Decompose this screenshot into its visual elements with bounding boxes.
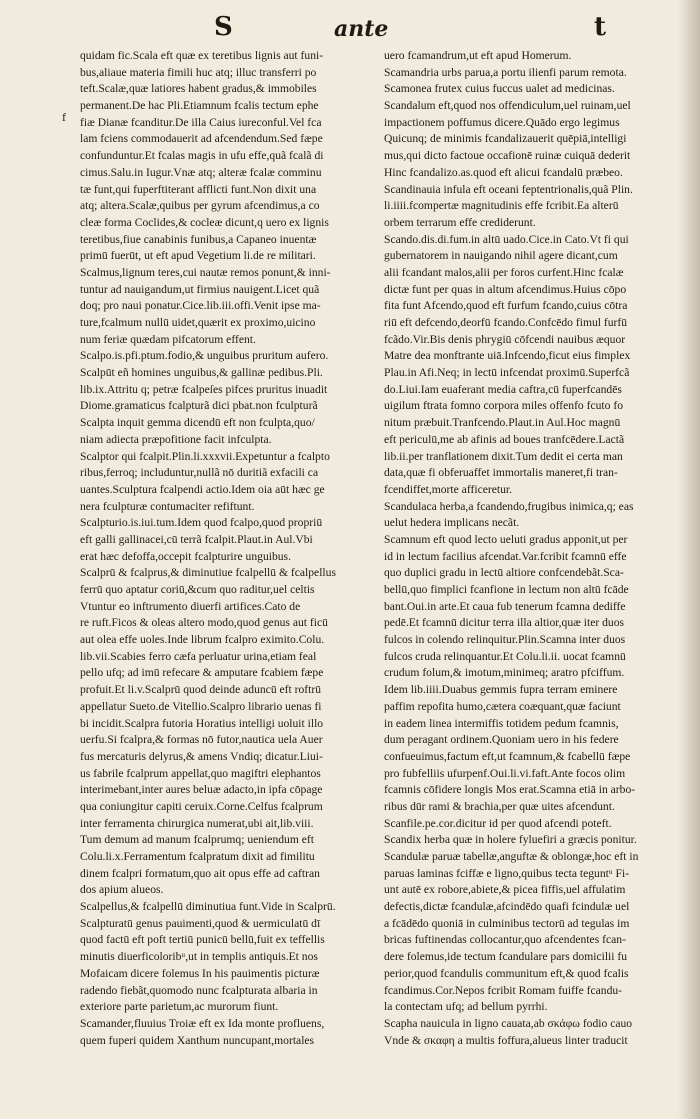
text-line: pro fubfelliis ufurpenf.Oui.li.vi.faft.Ante focos olim (384, 766, 626, 780)
text-line: Scandulæ paruæ tabellæ,anguftæ & oblongæ,hoc eft in (384, 850, 639, 863)
header-letter: t (594, 12, 607, 42)
text-line: niam adiecta præpofitione facit infculpta. (80, 432, 272, 446)
text-line: tuntur ad nauigandum,ut firmius nauigent.Licet quã (80, 282, 320, 296)
text-line: pello ufq; ad imū refecare & amputare fcabiem fæpe (80, 666, 324, 680)
text-line: num feriæ quædam pifcatorum effent. (80, 332, 256, 346)
text-line: Scalpta inquit gemma dicendū eft non fculpta,quo/ (80, 416, 315, 430)
text-line: teretibus,fiue canabinis funibus,a Capaneo inuentæ (80, 232, 317, 246)
text-line: gubernatorem in nauigando nihil agere dicant,cum (384, 249, 618, 263)
text-line: fiæ Dianæ fcanditur.De illa Caius iureconful.Vel fca (80, 115, 322, 129)
text-line: orbem terrarum effe crediderunt. (384, 215, 536, 229)
text-line: atq; altera.Scalæ,quibus per gyrum afcendimus,a co (80, 199, 320, 213)
text-line: nera fculpturæ contumaciter refiftunt. (80, 499, 255, 513)
text-line: Scalpūt eñ homines unguibus,& gallinæ pedibus.Pli. (80, 366, 323, 380)
text-line: confueuimus,factum eft,ut fcamnum,& fcabellū fæpe (384, 749, 631, 763)
text-line: us fabrile fcalprum appellat,quo magiftri elephantos (80, 766, 321, 780)
text-line: li.iiii.fcompertæ magnitudinis effe fcribit.Ea alterū (384, 199, 619, 213)
text-line: Scandalum eft,quod nos offendiculum,uel ruinam,uel (384, 99, 631, 113)
text-line: pedē.Et fcamnū dicitur terra illa altior,quæ iter duos (384, 616, 625, 630)
text-line: qua coniungitur capiti ceruix.Corne.Celfus fcalprum (80, 799, 323, 813)
text-line: unt autē ex robore,abiete,& picea fiffis,uel affulatim (384, 883, 626, 897)
text-line: Tum demum ad manum fcalprumq; ueniendum eft (80, 833, 314, 847)
text-line: bellū,quo fimplici fcanfione in lectum non altū fcāde (384, 583, 629, 596)
text-line: uerfu.Si fcalpra,& formas nō futor,nautica uela Auer (80, 733, 323, 747)
text-line: la contectam ufq; ad bellum pyrrhi. (384, 1000, 548, 1014)
text-line: uero fcamandrum,ut eft apud Homerum. (384, 49, 572, 62)
header-title: ante (334, 16, 389, 42)
text-line: Scamonea frutex cuius fuccus ualet ad medicinas. (384, 82, 615, 96)
text-line: teft.Scalæ,quæ latiores habent gradus,& immobiles (80, 82, 317, 96)
text-line: radendo fiebãt,quomodo nunc fcalpturata albaria in (80, 983, 318, 997)
text-line: Scalptor qui fcalpit.Plin.li.xxxvii.Expetuntur a fcalpto (80, 449, 330, 463)
text-line: Scapha nauicula in ligno cauata,ab σκάφω fodio cauo (384, 1016, 633, 1030)
text-line: primū fuerūt, ut eft apud Vegetium li.de re militari. (80, 249, 316, 263)
text-line: Idem lib.iiii.Duabus gemmis fupra terram eminere (384, 683, 618, 697)
text-line: aut olea effe uoles.Inde librum fcalpro eximito.Colu. (80, 633, 325, 647)
text-line: permanent.De hac Pli.Etiamnum fcalis tectum ephe (80, 99, 319, 113)
text-line: Scamandria urbs parua,a portu ilienfi parum remota. (384, 65, 627, 79)
running-header (0, 12, 700, 46)
text-line: confunduntur.Et fcalas magis in ufu effe,quã fcalã di (80, 149, 324, 163)
text-line: uantes.Sculptura fcalpendi actio.Idem oia aūt hæc ge (80, 482, 325, 496)
text-line: Scamander,fluuius Troiæ eft ex Ida monte profluens, (80, 1016, 325, 1030)
text-line: quem fuperi quidem Xanthum nuncupant,mortales (80, 1033, 315, 1047)
text-line: id in lectum facilius afcendat.Var.fcribit fcamnū effe (384, 549, 627, 563)
text-line: Scamnum eft quod lecto ueluti gradus apponit,ut per (384, 532, 628, 546)
text-line: Scandinauia infula eft oceani feptentrionalis,quã Plin. (384, 182, 633, 196)
text-line: quo duplici gradu in lectū altiore confcendebãt.Sca- (384, 566, 624, 580)
text-line: ferrū quo aptatur coriū,&cum quo raditur,uel celtis (80, 583, 315, 596)
text-line: exteriore parte parietum,ac murorum fiunt. (80, 1000, 279, 1014)
text-line: minutis diuerficoloribᵘ,ut in templis antiquis.Et nos (80, 950, 318, 964)
text-line: uigilum ftrata fomno corpora miles offenfo fcuto fo (384, 399, 623, 413)
text-line: in eadem linea intermiffis totidem pedum fcamnis, (384, 716, 619, 730)
text-line: dos apium alueos. (80, 883, 164, 897)
text-line: Scalprū & fcalprus,& diminutiue fcalpellū & fcalpellus (80, 566, 336, 580)
text-line: Matre dea monftrante uiā.Infcendo,ficut eius fimplex (384, 349, 631, 363)
text-line: fulcos cruda relinquantur.Et Colu.li.ii. uocat fcamnū (384, 649, 626, 663)
text-line: do.Liui.Iam euaferant media caftra,cū fuperfcandēs (384, 382, 622, 396)
text-line: appellatur Sueto.de Vitellio.Scalpro librario uenas fi (80, 699, 322, 713)
text-line: fcãdo.Vir.Bis denis phrygiū cōfcendi nauibus æquor (384, 332, 626, 346)
text-line: Vnde & σκαφη a multis foffura,alueus linter traducit (384, 1033, 628, 1047)
text-line: inter ferramenta chirurgica numerat,ubi ait,lib.viii. (80, 816, 314, 830)
left-text-column (80, 48, 376, 1049)
text-line: a fcādēdo quoniā in culminibus tectorū ad tegulas im (384, 916, 630, 930)
text-line: Scalpellus,& fcalpellū diminutiua funt.Vide in Scalprū. (80, 900, 336, 914)
text-line: Scalpturatū genus pauimenti,quod & uermiculatū dī (80, 916, 321, 930)
text-line: defectis,dictæ fcandulæ,afcindēdo quafi fcindulæ uel (384, 900, 630, 914)
right-text-column (384, 48, 680, 1049)
text-line: fcendiffet,morte afficeretur. (384, 482, 513, 496)
text-line: tæ funt,qui fuperftiterant afflicti funt.Non dixit una (80, 182, 317, 196)
text-line: Colu.li.x.Ferramentum fcalpratum dixit ad fimilitu (80, 850, 315, 863)
text-line: Plau.in Afi.Neq; in lectū infcendat proximū.Superfcã (384, 366, 630, 380)
text-line: quidam fic.Scala eft quæ ex teretibus lignis aut funi- (80, 49, 324, 62)
text-line: Scalmus,lignum teres,cui nautæ remos ponunt,& inni- (80, 265, 331, 279)
text-line: fcamnis cōfidere longis Mos erat.Scamna etiā in arbo- (384, 783, 636, 797)
marginal-note: f (62, 110, 66, 124)
text-line: ture,fcalmum nullū uidet,quærit ex proximo,uicino (80, 316, 316, 329)
text-line: dictæ funt per quas in altum afcendimus.Huius cōpo (384, 282, 627, 296)
text-line: profuit.Et li.v.Scalprū quod deinde aduncū eft roftrū (80, 683, 322, 697)
text-line: fulcos in colendo relinquitur.Plin.Scamna inter duos (384, 633, 626, 647)
text-line: lib.ii.per tranflationem dixit.Tum dedit ei certa man (384, 449, 623, 463)
text-line: Diome.gramaticus fcalpturã dici pbat.non fculpturã (80, 399, 318, 413)
text-line: re ruft.Ficos & oleas altero modo,quod genus aut ficū (80, 616, 328, 630)
text-line: Scalpturio.is.iui.tum.Idem quod fcalpo,quod propriū (80, 516, 323, 530)
text-line: Quicunq; de minimis fcandalizauerit quēpiā,intelligi (384, 132, 627, 146)
text-line: cleæ forma Coclides,& cocleæ dicunt,q uero ex lignis (80, 215, 329, 229)
text-line: mus,qui dicto factoue occafionē ruinæ cuiquā dederit (384, 149, 631, 163)
text-line: bricas fuftinendas collocantur,quo afcendentes fcan- (384, 933, 626, 947)
text-line: nitum præbuit.Tranfcendo.Plaut.in Aul.Hoc magnū (384, 416, 621, 430)
text-line: lib.ix.Attritu q; petræ fcalpeſes pifces pruritus inuadit (80, 382, 328, 396)
text-line: interimebant,inter aures beluæ adacto,in ipfa cōpage (80, 783, 323, 797)
text-line: data,quæ fi obferuaffet immortalis maneret,fi tran- (384, 466, 618, 480)
text-line: crudum folum,& imotum,minimeq; aratro pfciffum. (384, 666, 625, 680)
text-line: Mofaicam dicere folemus In his pauimentis picturæ (80, 966, 320, 980)
text-line: ribus dūr rami & brachia,per quæ uites afcendunt. (384, 799, 615, 813)
text-line: uelut hedera implicans necãt. (384, 516, 520, 530)
text-line: Vtuntur eo inftrumento diuerfi artifices.Cato de (80, 599, 301, 613)
text-line: erat hæc defoffa,occepit fcalpturire unguibus. (80, 549, 291, 563)
text-line: fita funt Afcendo,quod eft furfum fcando,cuius cōtra (384, 299, 628, 313)
text-line: lib.vii.Scabies ferro cæfa perluatur urina,etiam feal (80, 649, 317, 663)
text-line: dere folemus,ide tectum fcandulare pars domicilii fu (384, 950, 628, 964)
text-line: fus mercaturis delyrus,& amens Vndiq; dicatur.Liui- (80, 749, 323, 763)
text-line: Scalpo.is.pfi.ptum.fodio,& unguibus pruritum aufero. (80, 349, 329, 363)
text-line: ribus,ferroq; includuntur,nullã nō duritiã exfacili ca (80, 466, 319, 480)
text-line: dinem fcalpri formatum,quo ait opus effe ad caftran (80, 866, 320, 880)
text-line: riū eft defcendo,deorfū fcando.Confcēdo fimul furfū (384, 316, 628, 329)
text-line: quod factū eft poft tertiū punicū bellū,fuit ex teffellis (80, 933, 325, 947)
text-line: dum peragant ordinem.Quoniam uero in his federe (384, 733, 619, 747)
text-line: Scandix herba quæ in holere fyluefiri a græcis ponitur. (384, 833, 637, 847)
text-line: fcandimus.Cor.Nepos fcribit Romam fuiffe fcandu- (384, 983, 623, 997)
text-line: bant.Oui.in arte.Et caua fub tenerum fcamna dediffe (384, 599, 626, 613)
text-line: Hinc fcandalizo.as.quod eft alicui fcandalū præbeo. (384, 165, 623, 179)
text-line: cimus.Salu.in Iugur.Vnæ atq; alteræ fcalæ comminu (80, 165, 322, 179)
text-line: Scando.dis.di.fum.in altū uado.Cice.in Cato.Vt fi qui (384, 232, 629, 246)
text-line: Scandulaca herba,a fcandendo,frugibus inimica,q; eas (384, 499, 634, 513)
header-signature-letter: S (214, 12, 233, 42)
text-line: perior,quod fcandulis communitum eft,& quod fcalis (384, 966, 629, 980)
text-line: lam fciens commodauerit ad afcendendum.Sed fæpe (80, 132, 323, 146)
text-line: eft periculū,me ab afinis ad boues tranfcēdere.Lactã (384, 432, 625, 446)
text-line: doq; pro naui ponatur.Cice.lib.iii.offi.Venit ipse ma- (80, 299, 321, 313)
text-line: alii fcandant malos,alii per foros curfent.Hinc fcalæ (384, 265, 624, 279)
text-line: bi incidit.Scalpra futoria Horatius intelligi uoluit illo (80, 716, 324, 730)
page-edge-shadow (678, 0, 700, 1119)
text-line: bus,aliaue materia fimili huc atq; illuc transferri po (80, 65, 317, 79)
text-line: Scanfile.pe.cor.dicitur id per quod afcendi poteft. (384, 816, 612, 830)
text-line: paffim repofita humo,cætera coæquant,quæ faciunt (384, 699, 621, 713)
text-line: impactionem poffumus dicere.Quādo ergo legimus (384, 115, 620, 129)
text-line: paruas laminas fciffæ e ligno,quibus tecta teguntᵘ Fi- (384, 866, 630, 880)
text-line: eft galli gallinacei,cū terrã fcalpit.Plaut.in Aul.Vbi (80, 532, 313, 546)
